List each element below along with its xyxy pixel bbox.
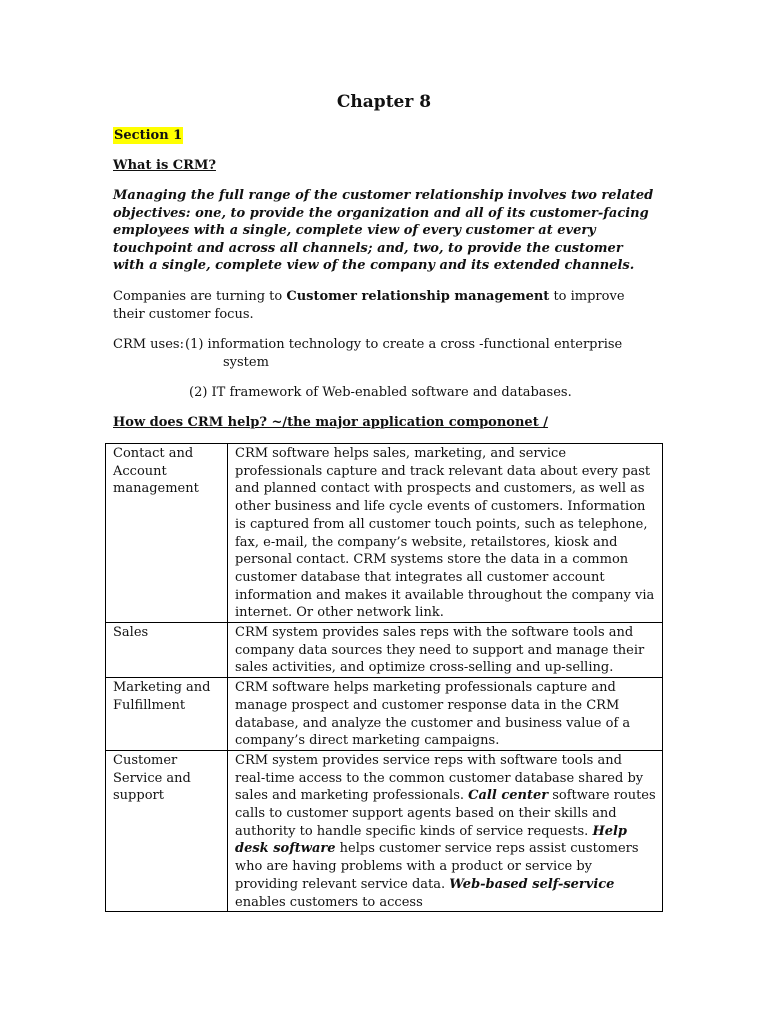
table-row: [106, 750, 663, 911]
component-cell: Customer Service and support: [106, 750, 228, 911]
component-cell: Sales: [106, 623, 228, 678]
help-desk-term: Help desk software: [235, 823, 628, 857]
crm-use-1-line2: system: [223, 354, 269, 370]
how-crm-helps-heading: How does CRM help? ~/the major application compononet /: [113, 415, 548, 430]
crm-use-2: (2) IT framework of Web-enabled software and databases.: [189, 385, 572, 400]
table-row: [106, 444, 663, 623]
description-cell: CRM software helps marketing professionals capture and manage prospect and customer response data in the CRM database, and analyze the customer and business value of a company’s direct marketing campaigns.: [228, 678, 663, 751]
companies-paragraph: [113, 288, 658, 323]
description-cell: CRM system provides sales reps with the software tools and company data sources they need to support and manage their sales activities, and optimize cross-selling and up-selling.: [228, 623, 663, 678]
description-cell: CRM software helps sales, marketing, and service professionals capture and track relevant data about every past and planned contact with prospects and customers, as well as other business and life cycle events of customers. Information is captured from all customer touch points, such as telephone, fax, e-mail, the company’s website, retailstores, kiosk and personal contact. CRM systems store the data in a common customer database that integrates all customer account information and makes it available throughout the company via internet. Or other network link.: [228, 444, 663, 623]
description-text: enables customers to access: [235, 894, 423, 910]
what-is-crm-heading: What is CRM?: [113, 158, 216, 173]
description-text: helps customer service reps assist customers who are having problems with a product or service by providing relevant service data.: [235, 841, 639, 892]
component-cell: Contact and Account management: [106, 444, 228, 623]
description-text: CRM system provides service reps with software tools and real-time access to the common customer database shared by sales and marketing professionals.: [235, 752, 644, 804]
crm-use-1-line1: (1) information technology to create a cross -functional enterprise: [185, 337, 623, 352]
table-row: [106, 623, 663, 678]
intro-paragraph: Managing the full range of the customer relationship involves two related objectives: one, to provide the organization and all of its customer-facing employees with a single, complete view of every customer at every touchpoint and across all channels; and, two, to provide the customer with a single, complete view of the company and its extended channels.: [113, 188, 654, 273]
call-center-term: Call center: [468, 788, 549, 804]
self-service-term: Web-based self-service: [449, 876, 615, 892]
description-cell: [228, 750, 663, 911]
companies-suffix: to improve their customer focus.: [113, 289, 625, 322]
table-row: [106, 678, 663, 751]
description-text: software routes calls to customer support agents based on their skills and authority to handle specific kinds of service requests.: [235, 788, 656, 839]
chapter-title: Chapter 8: [336, 92, 432, 112]
section-label: Section 1: [114, 128, 183, 143]
crm-term: Customer relationship management: [286, 289, 550, 304]
crm-use-1: [185, 336, 625, 371]
crm-uses-label: CRM uses:: [113, 337, 184, 352]
companies-prefix: Companies are turning to: [113, 289, 287, 304]
component-cell: Marketing and Fulfillment: [106, 678, 228, 751]
crm-components-table: [105, 443, 663, 912]
